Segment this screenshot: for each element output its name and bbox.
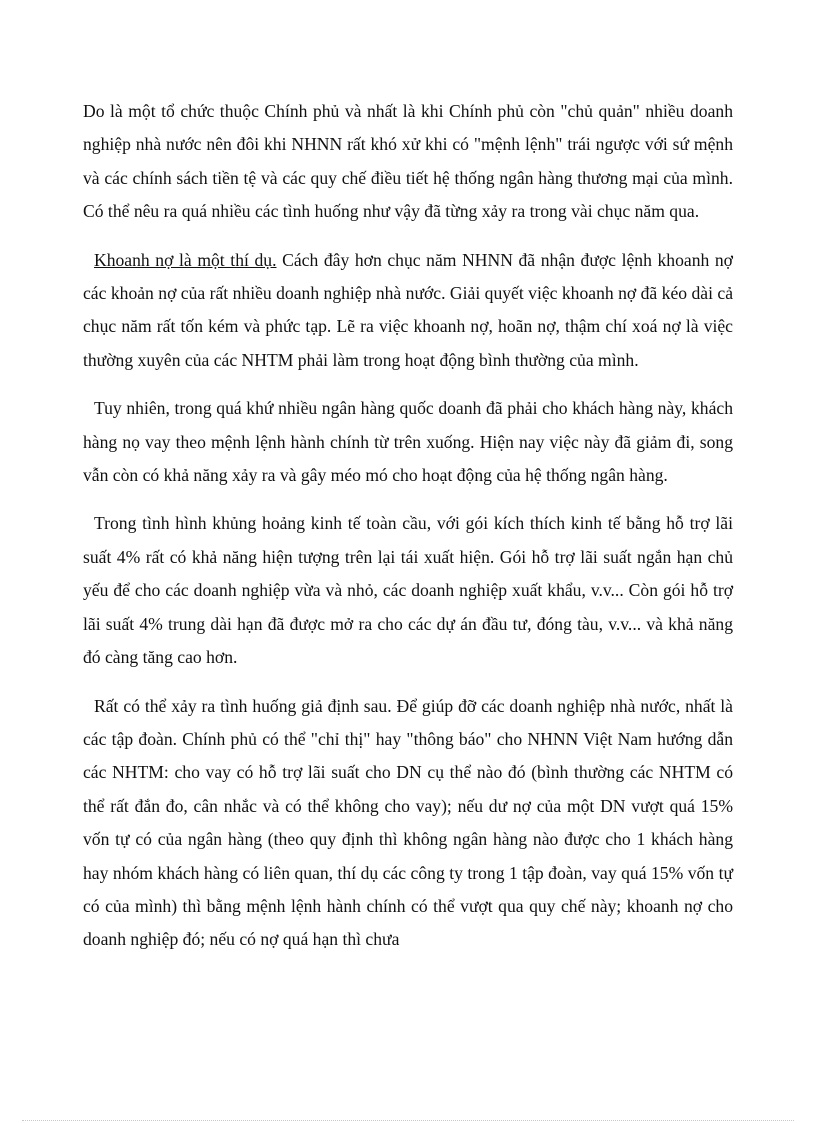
body-text [83,95,733,972]
paragraph-2 [83,244,733,378]
paragraph-4-text: Trong tình hình khủng hoảng kinh tế toàn cầu, với gói kích thích kinh tế bằng hỗ trợ lãi suất 4% rất có khả năng hiện tượng trên lại tái xuất hiện. Gói hỗ trợ lãi suất ngắn hạn chủ yếu để cho các doanh nghiệp vừa và nhỏ, các doanh nghiệp xuất khẩu, v.v... Còn gói hỗ trợ lãi suất 4% trung dài hạn đã được mở ra cho các dự án đầu tư, đóng tàu, v.v... và khả năng đó càng tăng cao hơn. [83,513,733,668]
page-bottom-divider [22,1120,794,1121]
paragraph-1 [83,95,733,229]
paragraph-5-text: Rất có thể xảy ra tình huống giả định sau. Để giúp đỡ các doanh nghiệp nhà nước, nhất là các tập đoàn. Chính phủ có thể "chỉ thị" hay "thông báo" cho NHNN Việt Nam hướng dẫn các NHTM: cho vay có hỗ trợ lãi suất cho DN cụ thể nào đó (bình thường các NHTM có thể rất đắn đo, cân nhắc và có thể không cho vay); nếu dư nợ của một DN vượt quá 15% vốn tự có của ngân hàng (theo quy định thì không ngân hàng nào được cho 1 khách hàng hay nhóm khách hàng có liên quan, thí dụ các công ty trong 1 tập đoàn, vay quá 15% vốn tự có của mình) thì bằng mệnh lệnh hành chính có thể vượt qua quy chế này; khoanh nợ cho doanh nghiệp đó; nếu có nợ quá hạn thì chưa [83,695,733,950]
paragraph-2-lead: Khoanh nợ là một thí dụ. [94,249,277,270]
paragraph-5 [83,690,733,957]
paragraph-1-text: Do là một tổ chức thuộc Chính phủ và nhất là khi Chính phủ còn "chủ quản" nhiều doanh nghiệp nhà nước nên đôi khi NHNN rất khó xử khi có "mệnh lệnh" trái ngược với sứ mệnh và các chính sách tiền tệ và các quy chế điều tiết hệ thống ngân hàng thương mại của mình. Có thể nêu ra quá nhiều các tình huống như vậy đã từng xảy ra trong vài chục năm qua. [83,101,733,222]
paragraph-2-text: Cách đây hơn chục năm NHNN đã nhận được lệnh khoanh nợ các khoản nợ của rất nhiều doanh nghiệp nhà nước. Giải quyết việc khoanh nợ đã kéo dài cả chục năm rất tốn kém và phức tạp. Lẽ ra việc khoanh nợ, hoãn nợ, thậm chí xoá nợ là việc thường xuyên của các NHTM phải làm trong hoạt động bình thường của mình. [83,249,733,370]
paragraph-3 [83,392,733,492]
paragraph-4 [83,507,733,674]
paragraph-3-text: Tuy nhiên, trong quá khứ nhiều ngân hàng quốc doanh đã phải cho khách hàng này, khách hàng nọ vay theo mệnh lệnh hành chính từ trên xuống. Hiện nay việc này đã giảm đi, song vẫn còn có khả năng xảy ra và gây méo mó cho hoạt động của hệ thống ngân hàng. [83,398,733,486]
